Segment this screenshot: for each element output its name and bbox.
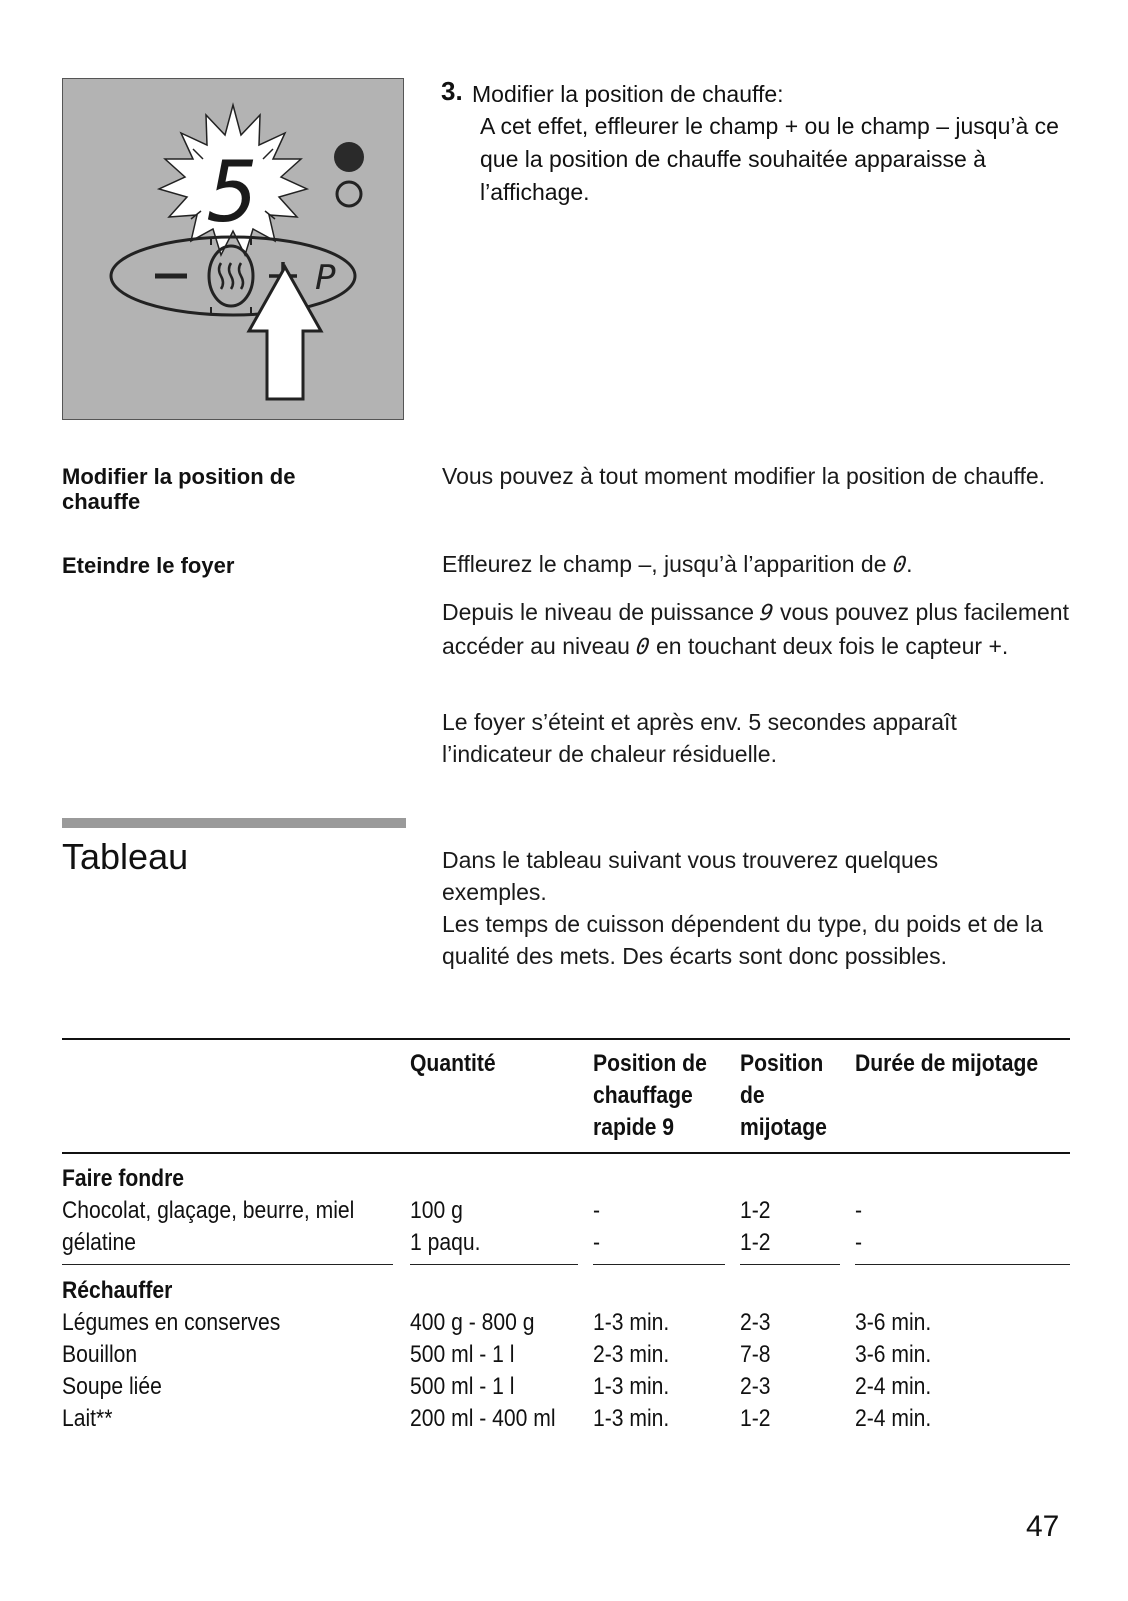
- modify-label: Modifier la position de chauffe: [62, 464, 296, 514]
- cell-rapide: 2-3 min.: [593, 1341, 670, 1368]
- cell-quantite: 500 ml - 1 l: [410, 1373, 515, 1400]
- section-heading: Tableau: [62, 836, 189, 877]
- table-header-rule: [62, 1152, 1070, 1154]
- segment-digit: 0: [634, 635, 652, 660]
- heat-waves-icon: [219, 263, 243, 289]
- segment-digit: 9: [758, 601, 776, 626]
- off-paragraph-3: Le foyer s’éteint et après env. 5 secondes apparaît l’indicateur de chaleur résiduelle.: [442, 709, 957, 767]
- row-label: Chocolat, glaçage, beurre, miel: [62, 1197, 355, 1224]
- header-mijotage-1: Position: [740, 1050, 824, 1077]
- off-paragraph-1: Effleurez le champ –, jusqu’à l’apparition de 0.: [442, 548, 1082, 582]
- cell-rapide: 1-3 min.: [593, 1405, 670, 1432]
- cell-rapide: -: [593, 1229, 601, 1256]
- cell-duree: -: [855, 1229, 863, 1256]
- indicator-filled-icon: [334, 142, 364, 172]
- cell-duree: 2-4 min.: [855, 1373, 932, 1400]
- indicator-empty-icon: [337, 182, 361, 206]
- cell-duree: 3-6 min.: [855, 1309, 932, 1336]
- cell-mijotage: 2-3: [740, 1373, 771, 1400]
- display-digit: 5: [207, 143, 259, 241]
- arrow-up-icon: [249, 267, 321, 399]
- cell-mijotage: 1-2: [740, 1229, 771, 1256]
- cell-duree: -: [855, 1197, 863, 1224]
- heading-rule: [62, 818, 406, 828]
- tableau-intro-1: Dans le tableau suivant vous trouverez quelques exemples.: [442, 847, 939, 905]
- cell-quantite: 200 ml - 400 ml: [410, 1405, 556, 1432]
- group-separator: [62, 1264, 393, 1265]
- cell-duree: 2-4 min.: [855, 1405, 932, 1432]
- group-title: Réchauffer: [62, 1277, 173, 1304]
- row-label: Légumes en conserves: [62, 1309, 281, 1336]
- group-separator: [855, 1264, 1070, 1265]
- step-title: Modifier la position de chauffe:: [472, 81, 784, 107]
- cell-quantite: 1 paqu.: [410, 1229, 481, 1256]
- cell-rapide: -: [593, 1197, 601, 1224]
- cell-mijotage: 1-2: [740, 1405, 771, 1432]
- row-label: gélatine: [62, 1229, 136, 1256]
- cell-quantite: 500 ml - 1 l: [410, 1341, 515, 1368]
- segment-digit: 0: [891, 553, 908, 578]
- cell-mijotage: 7-8: [740, 1341, 771, 1368]
- cell-mijotage: 1-2: [740, 1197, 771, 1224]
- header-quantite: Quantité: [410, 1050, 496, 1077]
- off-paragraph-2: Depuis le niveau de puissance 9 vous pouvez plus facilement accéder au niveau 0 en touchant deux fois le capteur +.: [442, 596, 1072, 664]
- cell-duree: 3-6 min.: [855, 1341, 932, 1368]
- cell-rapide: 1-3 min.: [593, 1373, 670, 1400]
- cell-quantite: 100 g: [410, 1197, 463, 1224]
- header-rapide-1: Position de: [593, 1050, 707, 1077]
- header-rapide-3: rapide 9: [593, 1114, 675, 1141]
- cooktop-control-drawing: [63, 79, 403, 419]
- cell-quantite: 400 g - 800 g: [410, 1309, 535, 1336]
- group-separator: [740, 1264, 840, 1265]
- header-duree: Durée de mijotage: [855, 1050, 1039, 1077]
- header-rapide-2: chauffage: [593, 1082, 693, 1109]
- off-label: Eteindre le foyer: [62, 553, 235, 578]
- cell-rapide: 1-3 min.: [593, 1309, 670, 1336]
- row-label: Soupe liée: [62, 1373, 162, 1400]
- group-separator: [410, 1264, 578, 1265]
- header-mijotage-2: de: [740, 1082, 765, 1109]
- table-top-rule: [62, 1038, 1070, 1040]
- cell-mijotage: 2-3: [740, 1309, 771, 1336]
- p-field-label: P: [315, 258, 336, 298]
- tableau-intro-2: Les temps de cuisson dépendent du type, du poids et de la qualité des mets. Des écarts sont donc possibles.: [442, 911, 1043, 969]
- group-separator: [593, 1264, 725, 1265]
- page-number: 47: [1026, 1510, 1060, 1543]
- header-mijotage-3: mijotage: [740, 1114, 827, 1141]
- cooktop-control-illustration: [62, 78, 404, 420]
- group-title: Faire fondre: [62, 1165, 185, 1192]
- row-label: Bouillon: [62, 1341, 138, 1368]
- modify-text: Vous pouvez à tout moment modifier la position de chauffe.: [442, 463, 1046, 489]
- row-label: Lait**: [62, 1405, 113, 1432]
- step-description: A cet effet, effleurer le champ + ou le champ – jusqu’à ce que la position de chauffe souhaitée apparaisse à l’affichage.: [480, 113, 1059, 205]
- step-number: 3.: [441, 76, 463, 106]
